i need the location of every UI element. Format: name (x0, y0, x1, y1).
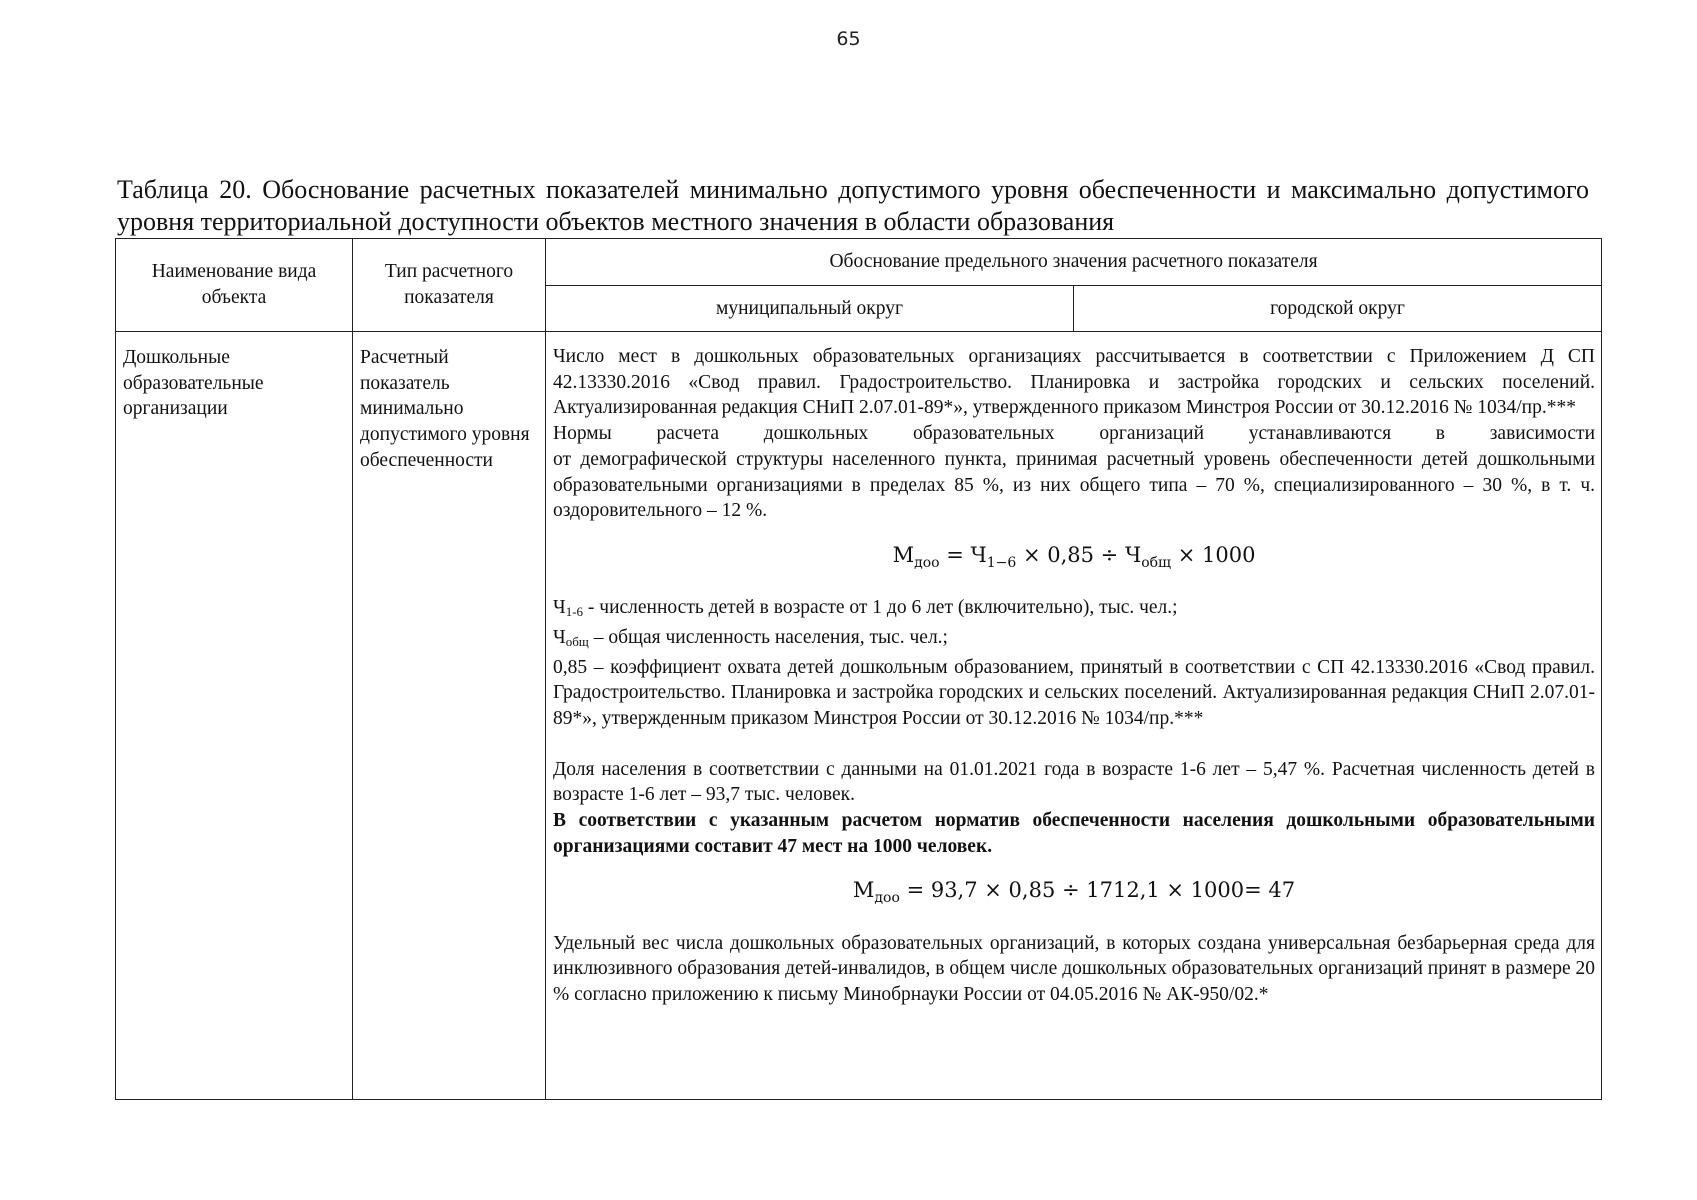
table-caption: Таблица 20. Обоснование расчетных показателей минимально допустимого уровня обеспеченности и максимально допустимого уровня территориальной доступности объектов местного значения в области образования (117, 175, 1589, 236)
paragraph-norm-result: В соответствии с указанным расчетом норматив обеспеченности населения дошкольными образовательными организациями составит 47 мест на 1000 человек. (553, 810, 1596, 857)
page-number: 65 (836, 28, 861, 50)
justification-cell (546, 332, 1602, 1100)
justification-table (115, 238, 1602, 1100)
formula-calculation: $М_{доо} = 93,7 \times 0,85 \div 1712,1 \times 1000= 47$ (852, 878, 1296, 907)
definition-children: Ч1-6 - численность детей в возрасте от 1 до 6 лет (включительно), тыс. чел.; (553, 597, 1178, 620)
paragraph-population-share: Доля населения в соответствии с данными на 01.01.2021 года в возрасте 1-6 лет – 5,47 %. Расчетная численность детей в возрасте 1-6 лет – 93,7 тыс. человек. (553, 758, 1596, 806)
paragraph-calculation-basis: Число мест в дошкольных образовательных организациях рассчитывается в соответствии с Приложением Д СП 42.13330.2016 «Свод правил. Градостроительство. Планировка и застройка городских и сельских поселений. Актуализированная редакция СНиП 2.07.01-89*», утвержденного приказом Минстроя России от 30.12.2016 № 1034/пр.*** (553, 346, 1596, 419)
definition-coefficient: 0,85 – коэффициент охвата детей дошкольным образованием, принятый в соответствии с СП 42.13330.2016 «Свод правил. Градостроительство. Планировка и застройка городских и сельских поселений. Актуализированная редакция СНиП 2.07.01-89*», утвержденным приказом Минстроя России от 30.12.2016 № 1034/пр.*** (553, 656, 1596, 729)
object-type-cell: Дошкольные образовательные организации (116, 332, 353, 1100)
paragraph-inclusive-environment: Удельный вес числа дошкольных образовательных организаций, в которых создана универсальная безбарьерная среда для инклюзивного образования детей-инвалидов, в общем числе дошкольных образовательных организаций принят в размере 20 % согласно приложению к письму Минобрнауки России от 04.05.2016 № АК-950/02.* (553, 932, 1596, 1006)
header-object-type: Наименование вида объекта (116, 239, 353, 332)
header-municipal-district: муниципальный округ (546, 286, 1074, 332)
formula-general: $М_{доо} = Ч_{1-6} \times 0,85 \div Ч_{общ} \times 1000$ (892, 542, 1256, 572)
paragraph-demographics: от демографической структуры населенного пункта, принимая расчетный уровень обеспеченности детей дошкольными образовательными организациями в пределах 85 %, из них общего типа – 70 %, специализированного – 30 %, в т. ч. оздоровительного – 12 %. (553, 448, 1596, 522)
header-row (116, 239, 1602, 286)
table-row (116, 332, 1602, 1100)
header-indicator-type: Тип расчетного показателя (353, 239, 546, 332)
header-justification: Обоснование предельного значения расчетного показателя (546, 239, 1602, 286)
definition-population: Чобщ – общая численность населения, тыс. чел.; (553, 626, 948, 649)
paragraph-norms: Нормы расчета дошкольных образовательных организаций устанавливаются в зависимости (553, 423, 1596, 445)
header-city-district: городской округ (1074, 286, 1602, 332)
indicator-type-cell: Расчетный показатель минимально допустимого уровня обеспеченности (353, 332, 546, 1100)
